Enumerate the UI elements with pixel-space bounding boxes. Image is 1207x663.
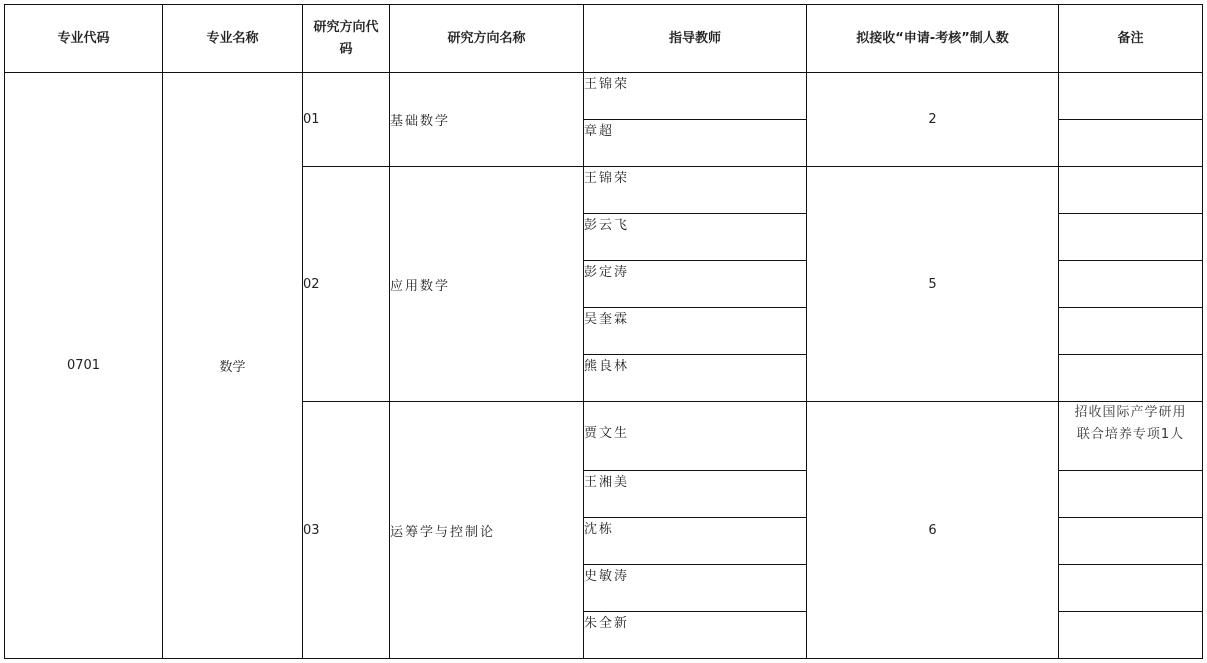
advisor-cell: 章超: [584, 120, 807, 167]
header-quota: 拟接收“申请-考核”制人数: [807, 5, 1059, 73]
table-row: [5, 73, 1203, 120]
remarks-cell: [1059, 471, 1203, 518]
advisor-cell: 熊良林: [584, 355, 807, 402]
remarks-cell: [1059, 167, 1203, 214]
quota-cell: 5: [807, 167, 1059, 402]
remarks-note: 招收国际产学研用联合培养专项1人: [1074, 405, 1187, 442]
advisor-cell: 沈栋: [584, 518, 807, 565]
quota-cell: 6: [807, 402, 1059, 659]
header-direction-name: 研究方向名称: [390, 5, 584, 73]
quota-cell: 2: [807, 73, 1059, 167]
direction-code-cell: 03: [303, 402, 390, 659]
remarks-cell: [1059, 518, 1203, 565]
advisor-cell: 贾文生: [584, 402, 807, 471]
direction-name-cell: 基础数学: [390, 73, 584, 167]
remarks-cell: [1059, 402, 1203, 471]
header-advisor: 指导教师: [584, 5, 807, 73]
remarks-cell: [1059, 308, 1203, 355]
advisor-cell: 王湘美: [584, 471, 807, 518]
remarks-cell: [1059, 73, 1203, 120]
header-row: [5, 5, 1203, 73]
remarks-cell: [1059, 612, 1203, 659]
header-major-name: 专业名称: [163, 5, 303, 73]
direction-name-cell: 应用数学: [390, 167, 584, 402]
direction-name-cell: 运筹学与控制论: [390, 402, 584, 659]
advisor-cell: 王锦荣: [584, 167, 807, 214]
remarks-cell: [1059, 355, 1203, 402]
advisor-cell: 彭定涛: [584, 261, 807, 308]
enrollment-table: [4, 4, 1203, 659]
advisor-cell: 彭云飞: [584, 214, 807, 261]
advisor-cell: 吴奎霖: [584, 308, 807, 355]
header-direction-code: [303, 5, 390, 73]
remarks-cell: [1059, 261, 1203, 308]
header-remarks: 备注: [1059, 5, 1203, 73]
advisor-cell: 史敏涛: [584, 565, 807, 612]
remarks-cell: [1059, 565, 1203, 612]
advisor-cell: 朱全新: [584, 612, 807, 659]
direction-code-cell: 01: [303, 73, 390, 167]
remarks-cell: [1059, 120, 1203, 167]
major-code-cell: 0701: [5, 73, 163, 659]
header-major-code: 专业代码: [5, 5, 163, 73]
header-direction-code-label: 研究方向代码: [313, 19, 379, 57]
major-name-cell: 数学: [163, 73, 303, 659]
advisor-cell: 王锦荣: [584, 73, 807, 120]
direction-code-cell: 02: [303, 167, 390, 402]
remarks-cell: [1059, 214, 1203, 261]
